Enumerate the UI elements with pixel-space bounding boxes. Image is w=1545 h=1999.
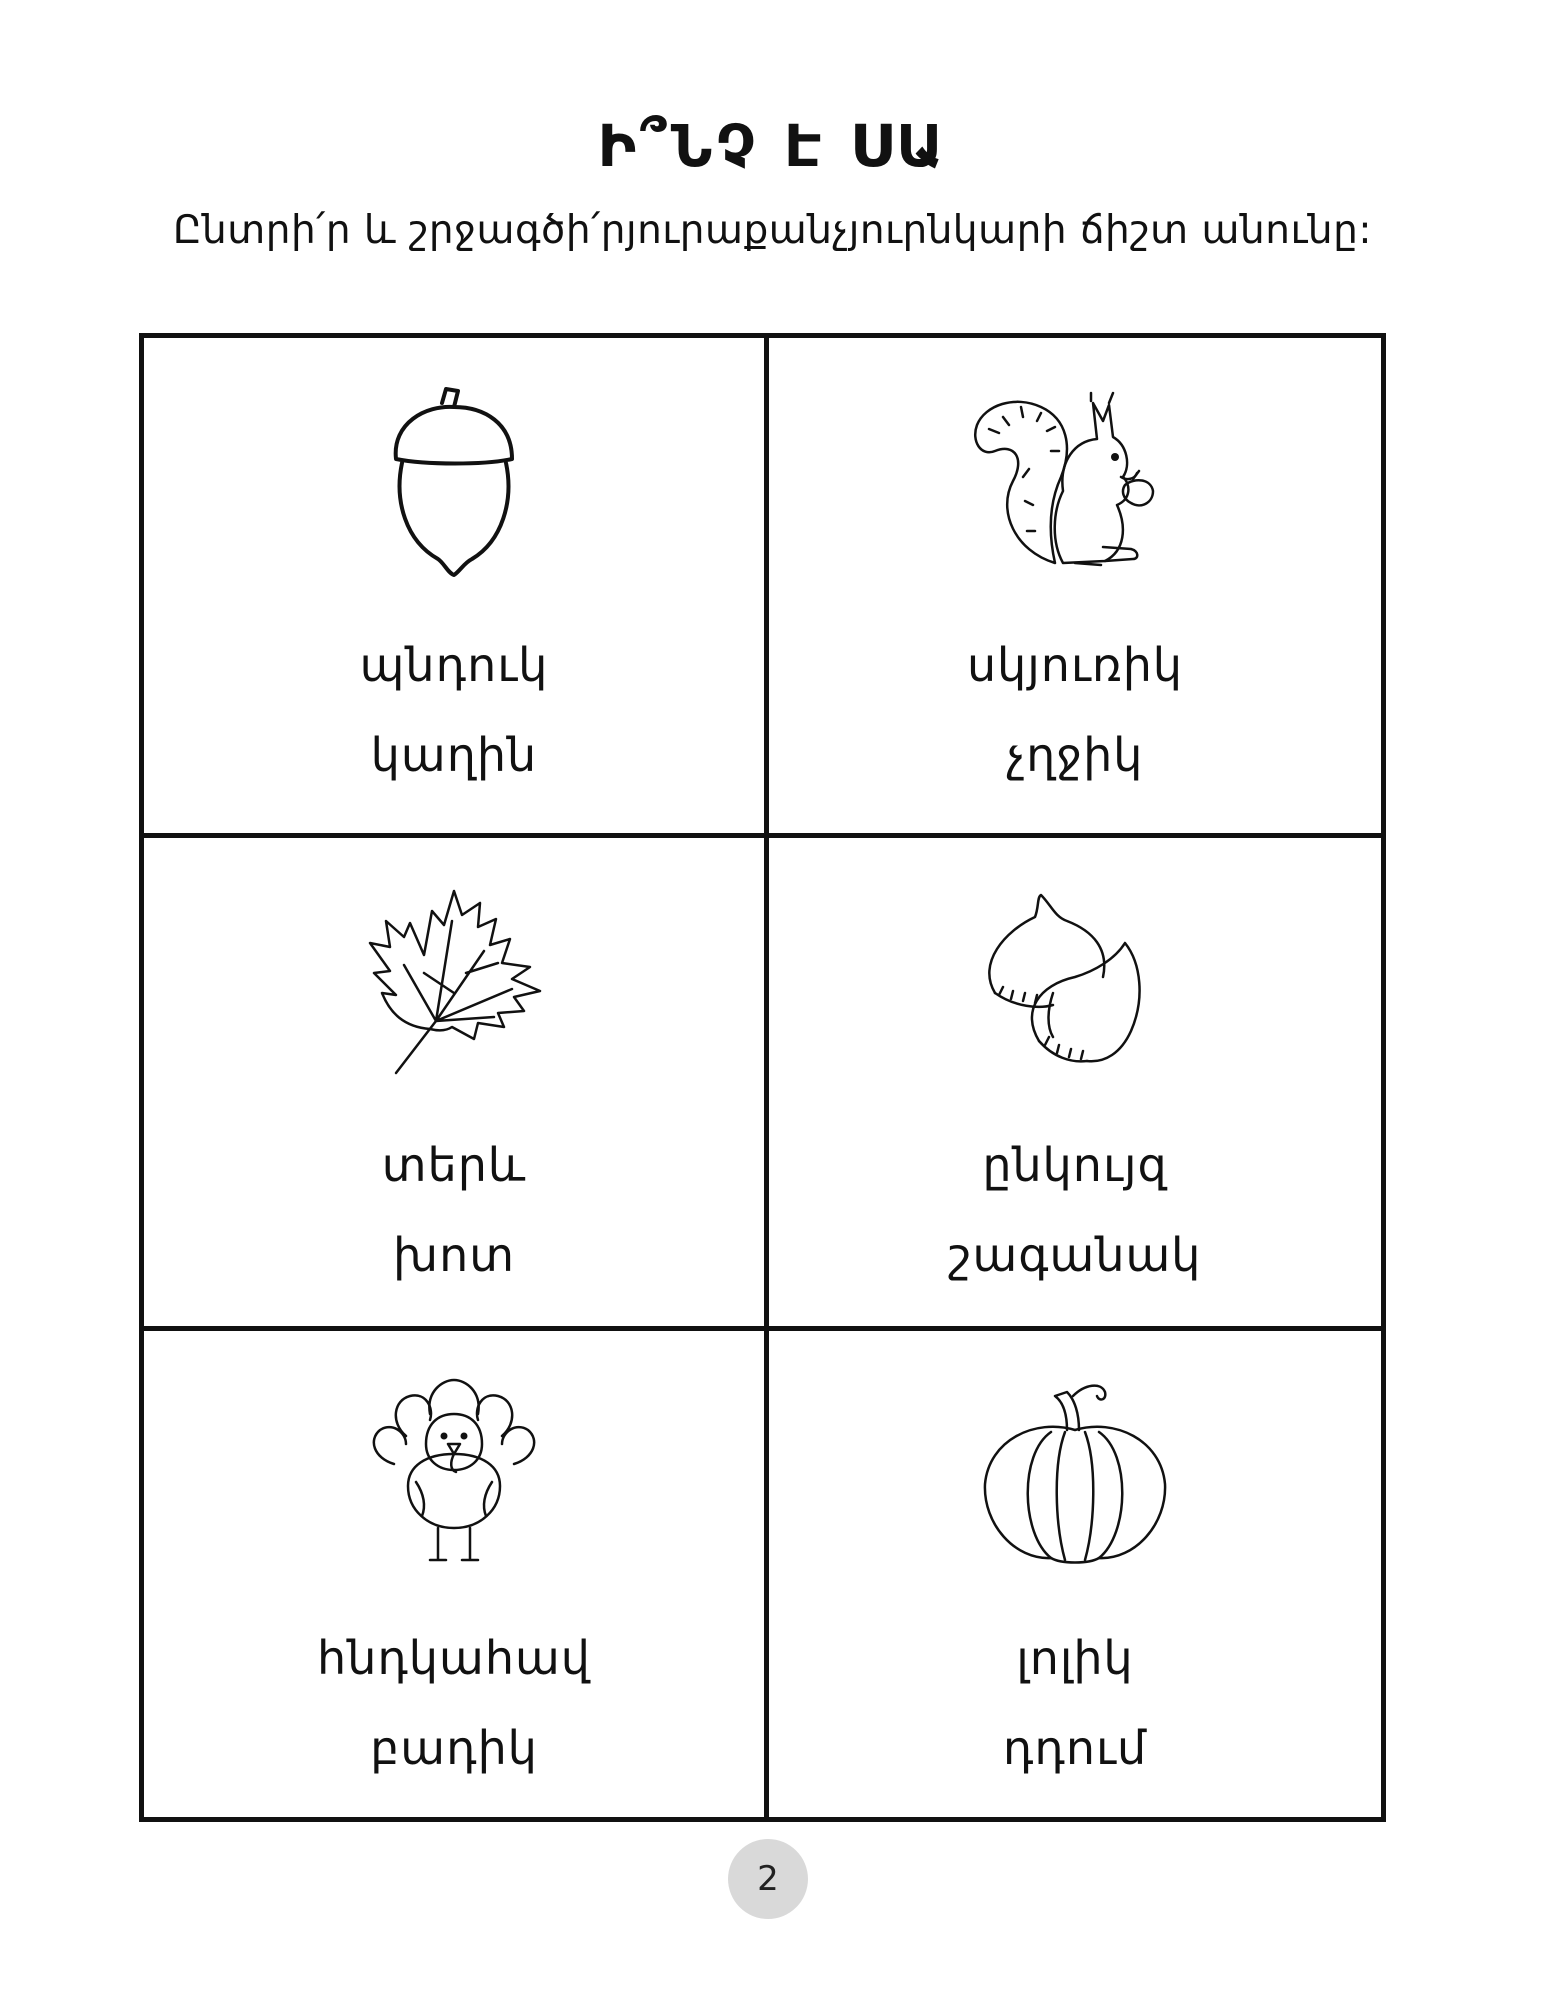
quiz-card-pumpkin	[764, 1326, 1381, 1817]
word-option[interactable]: խոտ	[392, 1228, 516, 1282]
instruction-text: Ընտրի՛ր և շրջագծի՛րյուրաքանչյուրնկարի ճիշտ անունը:	[173, 208, 1372, 253]
word-option[interactable]: շագանակ	[948, 1228, 1202, 1282]
quiz-card-acorn	[144, 338, 764, 833]
quiz-grid	[139, 333, 1386, 1822]
word-option[interactable]: լոլիկ	[1016, 1631, 1134, 1685]
acorn-icon	[334, 381, 574, 581]
word-option[interactable]: կաղին	[370, 728, 538, 782]
page-number: 2	[728, 1839, 808, 1919]
word-option[interactable]: պնդուկ	[359, 638, 549, 692]
quiz-card-chestnuts	[764, 833, 1381, 1326]
pumpkin-icon	[955, 1374, 1195, 1574]
word-option[interactable]: սկյուռիկ	[966, 638, 1184, 692]
maple-leaf-icon	[334, 881, 574, 1081]
quiz-card-turkey	[144, 1326, 764, 1817]
word-option[interactable]: չղջիկ	[1006, 728, 1144, 782]
word-option[interactable]: դդում	[1002, 1721, 1148, 1775]
turkey-icon	[334, 1374, 574, 1574]
word-option[interactable]: ընկույզ	[982, 1138, 1168, 1192]
word-option[interactable]: բադիկ	[370, 1721, 538, 1775]
page-title: Ի՞ՆՉ Է ՍԱ	[597, 112, 948, 180]
word-option[interactable]: տերև	[381, 1138, 527, 1192]
chestnuts-icon	[955, 881, 1195, 1081]
squirrel-icon	[955, 381, 1195, 581]
quiz-card-squirrel	[764, 338, 1381, 833]
quiz-card-leaf	[144, 833, 764, 1326]
word-option[interactable]: հնդկահավ	[317, 1631, 591, 1685]
